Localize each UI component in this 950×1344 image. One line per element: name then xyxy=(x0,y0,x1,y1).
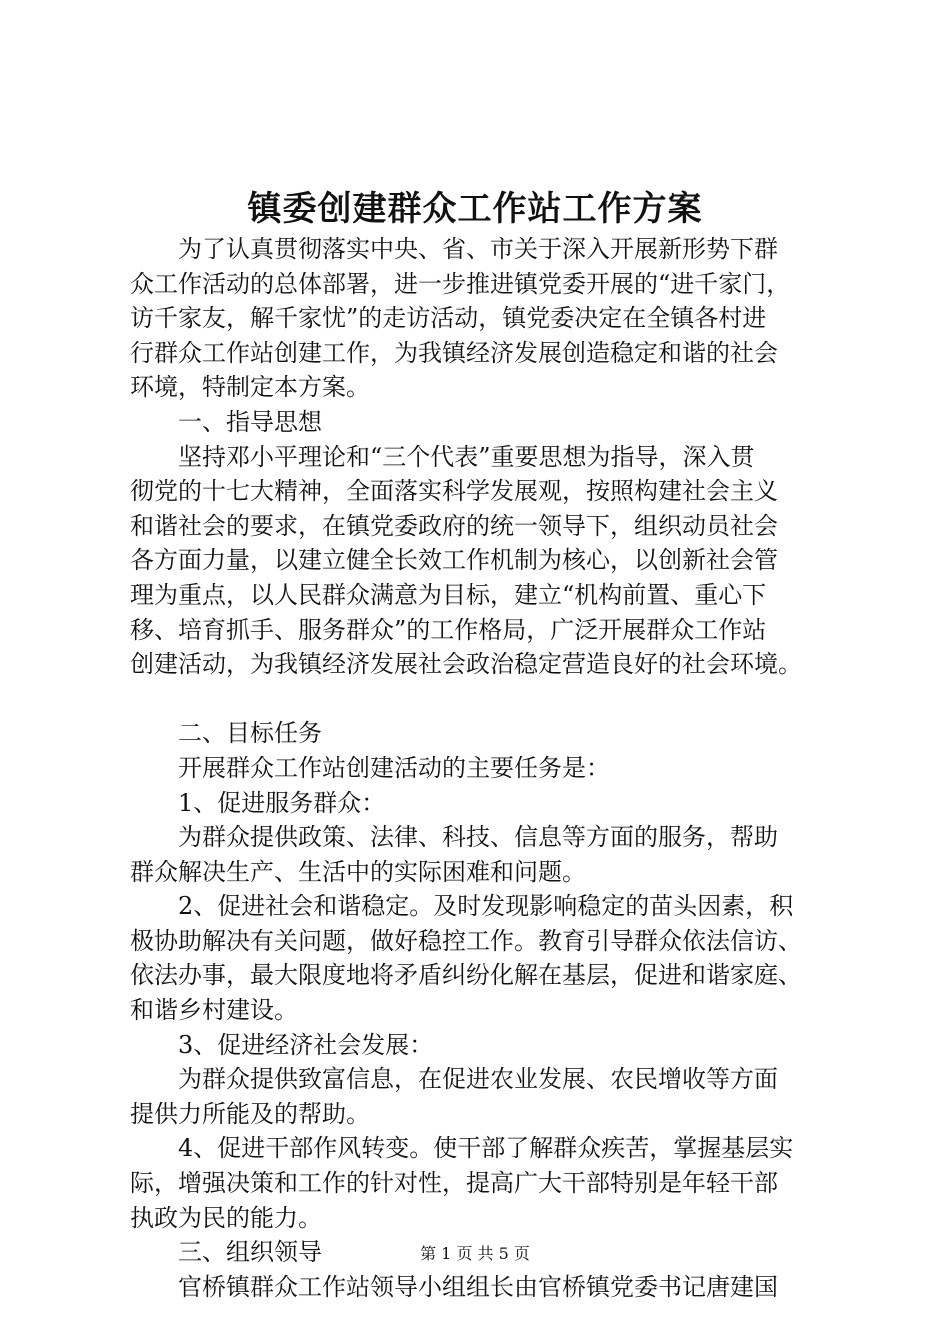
page-footer: 第 1 页 共 5 页 xyxy=(420,1244,530,1263)
text-line: 创建活动，为我镇经济发展社会政治稳定营造良好的社会环境。 xyxy=(130,650,802,679)
text-line: 3、促进经济社会发展： xyxy=(130,1030,434,1059)
document-title: 镇委创建群众工作站工作方案 xyxy=(247,189,703,229)
text-line: 环境，特制定本方案。 xyxy=(130,373,370,402)
text-line: 为群众提供政策、法律、科技、信息等方面的服务，帮助 xyxy=(130,823,778,852)
document-body xyxy=(130,232,860,1304)
text-line: 一、指导思想 xyxy=(130,407,322,436)
text-line: 依法办事，最大限度地将矛盾纠纷化解在基层，促进和谐家庭、 xyxy=(130,961,802,990)
text-line: 为群众提供致富信息，在促进农业发展、农民增收等方面 xyxy=(130,1065,778,1094)
text-line: 开展群众工作站创建活动的主要任务是： xyxy=(130,753,610,782)
text-line: 和谐社会的要求，在镇党委政府的统一领导下，组织动员社会 xyxy=(130,511,778,540)
text-line: 2、促进社会和谐稳定。及时发现影响稳定的苗头因素，积 xyxy=(130,892,794,921)
text-line: 各方面力量，以建立健全长效工作机制为核心，以创新社会管 xyxy=(130,546,778,575)
text-line: 1、促进服务群众： xyxy=(130,788,386,817)
text-line: 三、组织领导 xyxy=(130,1238,322,1267)
text-line: 极协助解决有关问题，做好稳控工作。教育引导群众依法信访、 xyxy=(130,926,802,955)
blank-line xyxy=(130,682,860,717)
text-line: 和谐乡村建设。 xyxy=(130,996,298,1025)
text-line: 提供力所能及的帮助。 xyxy=(130,1099,370,1128)
text-line: 理为重点，以人民群众满意为目标，建立“机构前置、重心下 xyxy=(130,580,767,609)
text-line: 彻党的十七大精神，全面落实科学发展观，按照构建社会主义 xyxy=(130,477,778,506)
text-line: 执政为民的能力。 xyxy=(130,1203,322,1232)
text-line: 坚持邓小平理论和“三个代表”重要思想为指导，深入贯 xyxy=(130,442,755,471)
text-line: 为了认真贯彻落实中央、省、市关于深入开展新形势下群 xyxy=(130,235,778,263)
text-line: 二、目标任务 xyxy=(130,719,322,748)
text-line: 众工作活动的总体部署，进一步推进镇党委开展的“进千家门， xyxy=(130,269,791,298)
text-line: 访千家友，解千家忧”的走访活动，镇党委决定在全镇各村进 xyxy=(130,304,767,333)
text-line: 移、培育抓手、服务群众”的工作格局，广泛开展群众工作站 xyxy=(130,615,767,644)
text-line: 群众解决生产、生活中的实际困难和问题。 xyxy=(130,857,586,886)
text-line: 官桥镇群众工作站领导小组组长由官桥镇党委书记唐建国 xyxy=(130,1272,778,1301)
text-line: 4、促进干部作风转变。使干部了解群众疾苦，掌握基层实 xyxy=(130,1134,794,1163)
text-line: 际，增强决策和工作的针对性，提高广大干部特别是年轻干部 xyxy=(130,1169,778,1198)
text-line: 行群众工作站创建工作，为我镇经济发展创造稳定和谐的社会 xyxy=(130,338,778,367)
